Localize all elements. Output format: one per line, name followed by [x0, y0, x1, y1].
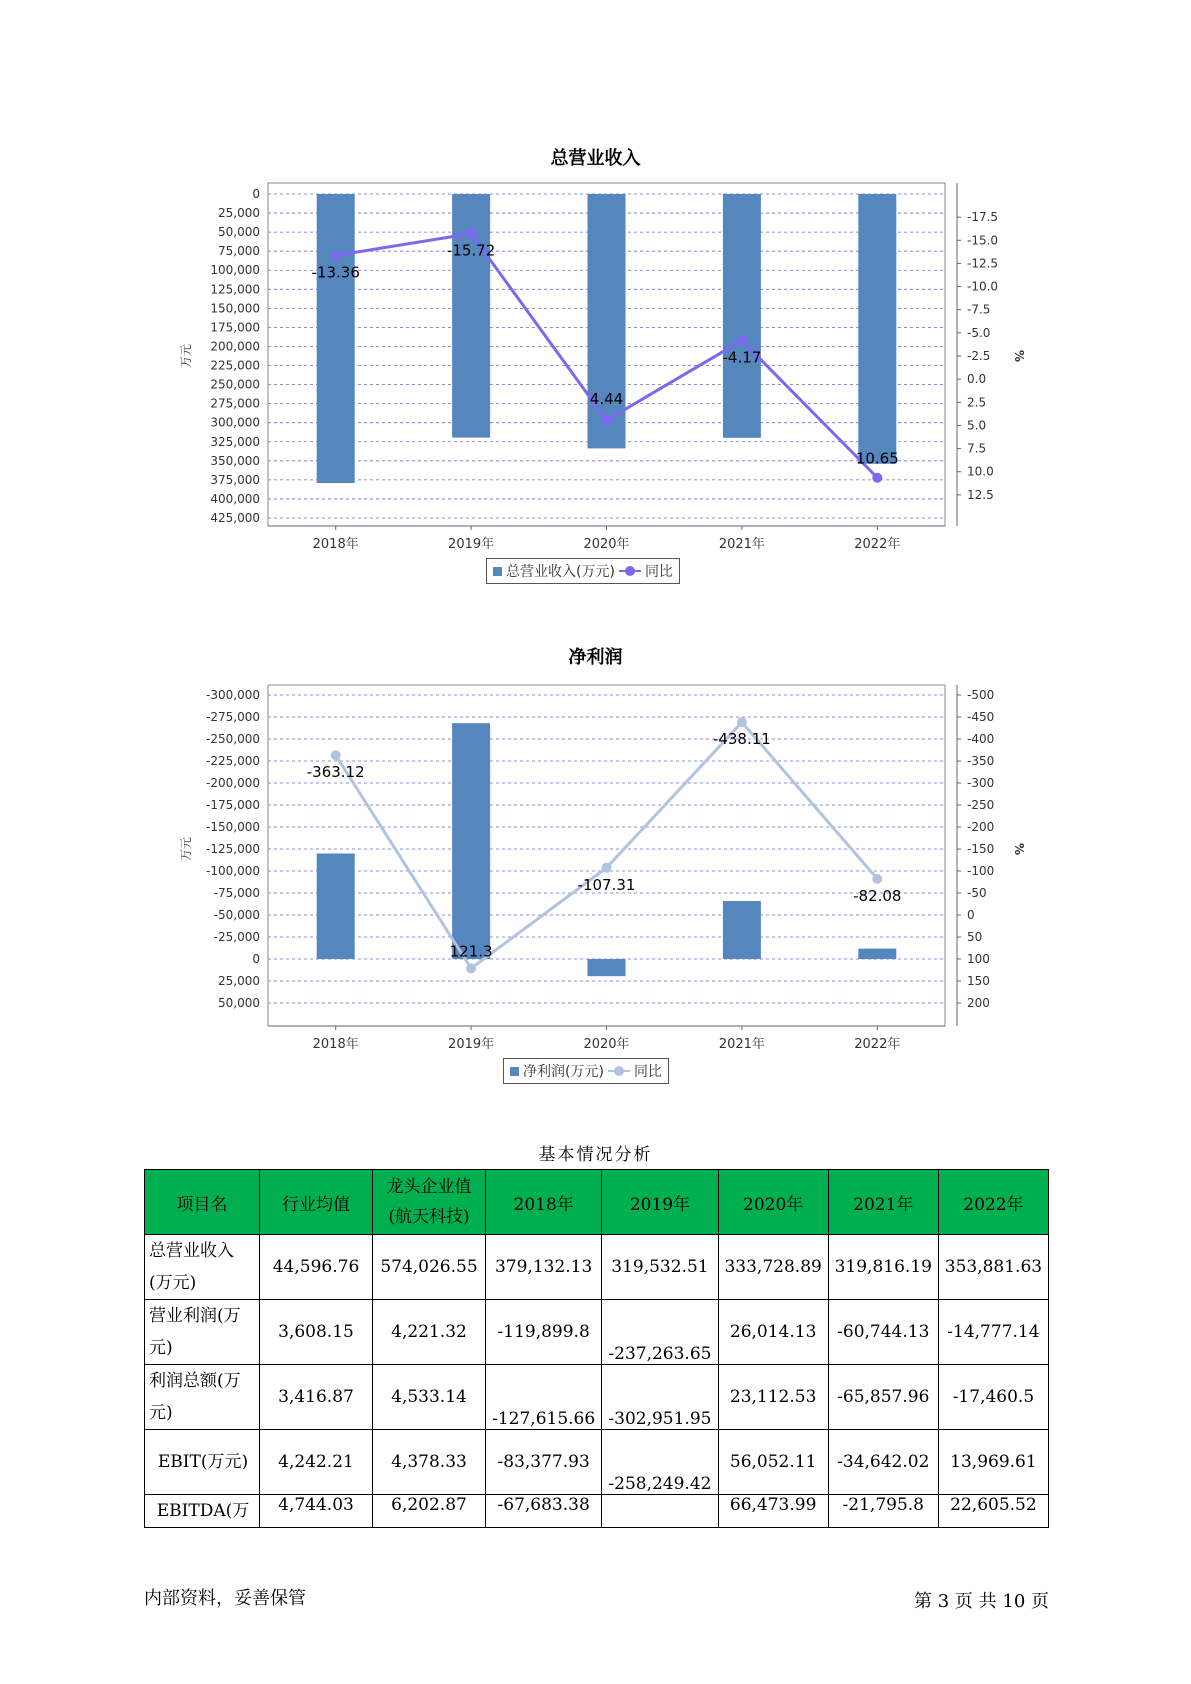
- y-tick-label: 350,000: [210, 453, 260, 468]
- cell: 319,816.19: [828, 1235, 938, 1300]
- table-row: [145, 1235, 1049, 1300]
- cell: 13,969.61: [938, 1430, 1048, 1495]
- cell: 6,202.87: [373, 1495, 486, 1528]
- cell: -258,249.42: [602, 1430, 718, 1495]
- row-name: 总营业收入(万元): [145, 1235, 260, 1300]
- data-label: 10.65: [855, 449, 899, 468]
- table-row: [145, 1300, 1049, 1365]
- table-row: [145, 1430, 1049, 1495]
- cell: 4,744.03: [260, 1495, 373, 1528]
- y-tick-label: -275,000: [206, 710, 260, 724]
- cell: 4,378.33: [373, 1430, 486, 1495]
- cell: -119,899.8: [486, 1300, 602, 1365]
- header-2022: 2022年: [938, 1170, 1048, 1235]
- chart2-legend: [503, 1058, 669, 1084]
- basic-analysis-table: [144, 1169, 1049, 1528]
- cell: 379,132.13: [486, 1235, 602, 1300]
- cell: 333,728.89: [718, 1235, 828, 1300]
- legend-bar-swatch: [510, 1067, 519, 1076]
- line-point: [602, 863, 612, 873]
- data-label: -107.31: [577, 875, 636, 894]
- x-tick-label: 2019年: [448, 1037, 495, 1052]
- y-tick-label: 150,000: [210, 301, 260, 316]
- y-axis-label: 万元: [179, 836, 193, 862]
- line-point: [331, 750, 341, 760]
- x-tick-label: 2020年: [583, 1037, 630, 1052]
- cell: -34,642.02: [828, 1430, 938, 1495]
- y2-tick-label: 5.0: [967, 418, 987, 433]
- cell: -60,744.13: [828, 1300, 938, 1365]
- x-tick-label: 2018年: [312, 1037, 359, 1052]
- line-point: [737, 717, 747, 727]
- header-2021: 2021年: [828, 1170, 938, 1235]
- y-tick-label: 325,000: [210, 434, 260, 449]
- cell: 319,532.51: [602, 1235, 718, 1300]
- cell: 4,221.32: [373, 1300, 486, 1365]
- data-label: -363.12: [306, 763, 365, 782]
- header-item-name: 项目名: [145, 1170, 260, 1235]
- cell: [602, 1495, 718, 1528]
- cell: 3,416.87: [260, 1365, 373, 1430]
- y-axis-label: 万元: [179, 343, 193, 369]
- bar: [452, 723, 490, 959]
- y-tick-label: 400,000: [210, 491, 260, 506]
- y-tick-label: -225,000: [206, 754, 260, 768]
- y2-tick-label: 200: [967, 996, 990, 1010]
- cell: 44,596.76: [260, 1235, 373, 1300]
- cell: 26,014.13: [718, 1300, 828, 1365]
- y2-tick-label: -250: [967, 798, 995, 812]
- y2-tick-label: -7.5: [967, 302, 991, 317]
- y-tick-label: 50,000: [218, 996, 260, 1010]
- y-tick-label: 250,000: [210, 377, 260, 392]
- x-tick-label: 2022年: [854, 1037, 901, 1052]
- cell: -14,777.14: [938, 1300, 1048, 1365]
- y-tick-label: 200,000: [210, 339, 260, 354]
- y-tick-label: -175,000: [206, 798, 260, 812]
- y-tick-label: -75,000: [213, 886, 260, 900]
- data-label: -438.11: [712, 730, 771, 749]
- cell: 4,533.14: [373, 1365, 486, 1430]
- x-tick-label: 2020年: [583, 537, 630, 552]
- y-tick-label: 275,000: [210, 396, 260, 411]
- y-tick-label: 375,000: [210, 472, 260, 487]
- cell: -67,683.38: [486, 1495, 602, 1528]
- table-row: [145, 1495, 1049, 1528]
- y-tick-label: -250,000: [206, 732, 260, 746]
- y2-tick-label: -12.5: [967, 256, 999, 271]
- y2-axis-label: %: [1012, 349, 1026, 363]
- y-tick-label: 25,000: [218, 974, 260, 988]
- chart2-title: 净利润: [568, 647, 623, 668]
- table-caption: 基本情况分析: [538, 1145, 653, 1165]
- y-tick-label: -200,000: [206, 776, 260, 790]
- header-industry-avg: 行业均值: [260, 1170, 373, 1235]
- x-tick-label: 2022年: [854, 537, 901, 552]
- y-tick-label: 225,000: [210, 358, 260, 373]
- chart1-title: 总营业收入: [550, 148, 641, 169]
- table-header-row: [145, 1170, 1049, 1235]
- cell: -127,615.66: [486, 1365, 602, 1430]
- y2-tick-label: -50: [967, 886, 987, 900]
- header-2020: 2020年: [718, 1170, 828, 1235]
- series-line: [336, 722, 878, 968]
- cell: 3,608.15: [260, 1300, 373, 1365]
- y2-tick-label: -300: [967, 776, 995, 790]
- y2-tick-label: -200: [967, 820, 995, 834]
- y2-tick-label: -10.0: [967, 279, 999, 294]
- y-tick-label: 25,000: [218, 206, 260, 221]
- line-point: [466, 963, 476, 973]
- header-2018: 2018年: [486, 1170, 602, 1235]
- y-tick-label: 125,000: [210, 282, 260, 297]
- y2-tick-label: -17.5: [967, 210, 999, 225]
- y-tick-label: 50,000: [218, 225, 260, 240]
- x-tick-label: 2021年: [718, 537, 765, 552]
- cell: 353,881.63: [938, 1235, 1048, 1300]
- y-tick-label: -25,000: [213, 930, 260, 944]
- y2-tick-label: 12.5: [967, 487, 994, 502]
- y2-axis-label: %: [1012, 842, 1026, 856]
- cell: -237,263.65: [602, 1300, 718, 1365]
- line-point: [872, 874, 882, 884]
- bar: [588, 959, 626, 976]
- y-tick-label: -50,000: [213, 908, 260, 922]
- cell: -302,951.95: [602, 1365, 718, 1430]
- legend-bar-label: 净利润(万元): [523, 1064, 604, 1080]
- cell: -21,795.8: [828, 1495, 938, 1528]
- y-tick-label: -125,000: [206, 842, 260, 856]
- y-tick-label: -150,000: [206, 820, 260, 834]
- data-label: 121.3: [449, 942, 493, 961]
- cell: 22,605.52: [938, 1495, 1048, 1528]
- y2-tick-label: 150: [967, 974, 990, 988]
- y-tick-label: 75,000: [218, 244, 260, 259]
- y-tick-label: 425,000: [210, 511, 260, 525]
- cell: 56,052.11: [718, 1430, 828, 1495]
- y2-tick-label: -5.0: [967, 325, 991, 340]
- y2-tick-label: 100: [967, 952, 990, 966]
- table-row: [145, 1365, 1049, 1430]
- y-tick-label: -100,000: [206, 864, 260, 878]
- footer-confidential: 内部资料，妥善保管: [144, 1588, 306, 1609]
- data-label: -15.72: [446, 241, 496, 260]
- y2-tick-label: -100: [967, 864, 995, 878]
- y2-tick-label: -150: [967, 842, 995, 856]
- y2-tick-label: -350: [967, 754, 995, 768]
- y2-tick-label: 0.0: [967, 372, 987, 387]
- y2-tick-label: -2.5: [967, 349, 991, 363]
- y-tick-label: 0: [252, 952, 260, 966]
- y2-tick-label: 7.5: [967, 441, 987, 456]
- x-tick-label: 2019年: [448, 537, 495, 552]
- cell: -65,857.96: [828, 1365, 938, 1430]
- cell: -17,460.5: [938, 1365, 1048, 1430]
- y-tick-label: 0: [252, 187, 260, 201]
- y2-tick-label: -400: [967, 732, 995, 746]
- y2-tick-label: 10.0: [967, 464, 994, 479]
- header-2019: 2019年: [602, 1170, 718, 1235]
- y2-tick-label: 0: [967, 908, 975, 922]
- legend-line-label: 同比: [644, 564, 673, 580]
- bar: [723, 901, 761, 959]
- y2-tick-label: 50: [967, 930, 983, 944]
- data-label: -82.08: [853, 886, 902, 905]
- x-tick-label: 2021年: [718, 1037, 765, 1052]
- cell: 66,473.99: [718, 1495, 828, 1528]
- row-name: EBITDA(万: [145, 1495, 260, 1528]
- data-label: 4.44: [589, 390, 624, 409]
- bar: [317, 853, 355, 959]
- y2-tick-label: -450: [967, 710, 995, 724]
- data-label: -13.36: [311, 263, 360, 282]
- y2-tick-label: -15.0: [967, 233, 999, 248]
- cell: -83,377.93: [486, 1430, 602, 1495]
- y-tick-label: 175,000: [210, 320, 260, 335]
- y2-tick-label: 2.5: [967, 395, 987, 410]
- y-tick-label: 300,000: [210, 415, 260, 430]
- legend-line-marker: [608, 1066, 630, 1076]
- legend-bar-label: 总营业收入(万元): [506, 564, 615, 580]
- header-leader-value: 龙头企业值(航天科技): [373, 1170, 486, 1235]
- data-label: -4.17: [722, 348, 762, 367]
- footer-page-number: 第 3 页 共 10 页: [914, 1591, 1049, 1612]
- legend-line-label: 同比: [633, 1064, 662, 1080]
- y-tick-label: 100,000: [210, 263, 260, 278]
- row-name: 利润总额(万元): [145, 1365, 260, 1430]
- y2-tick-label: -500: [967, 688, 995, 702]
- y-tick-label: -300,000: [206, 688, 260, 702]
- x-tick-label: 2018年: [312, 537, 359, 552]
- cell: 4,242.21: [260, 1430, 373, 1495]
- bar: [858, 949, 896, 959]
- cell: 574,026.55: [373, 1235, 486, 1300]
- row-name: EBIT(万元): [145, 1430, 260, 1495]
- row-name: 营业利润(万元): [145, 1300, 260, 1365]
- cell: 23,112.53: [718, 1365, 828, 1430]
